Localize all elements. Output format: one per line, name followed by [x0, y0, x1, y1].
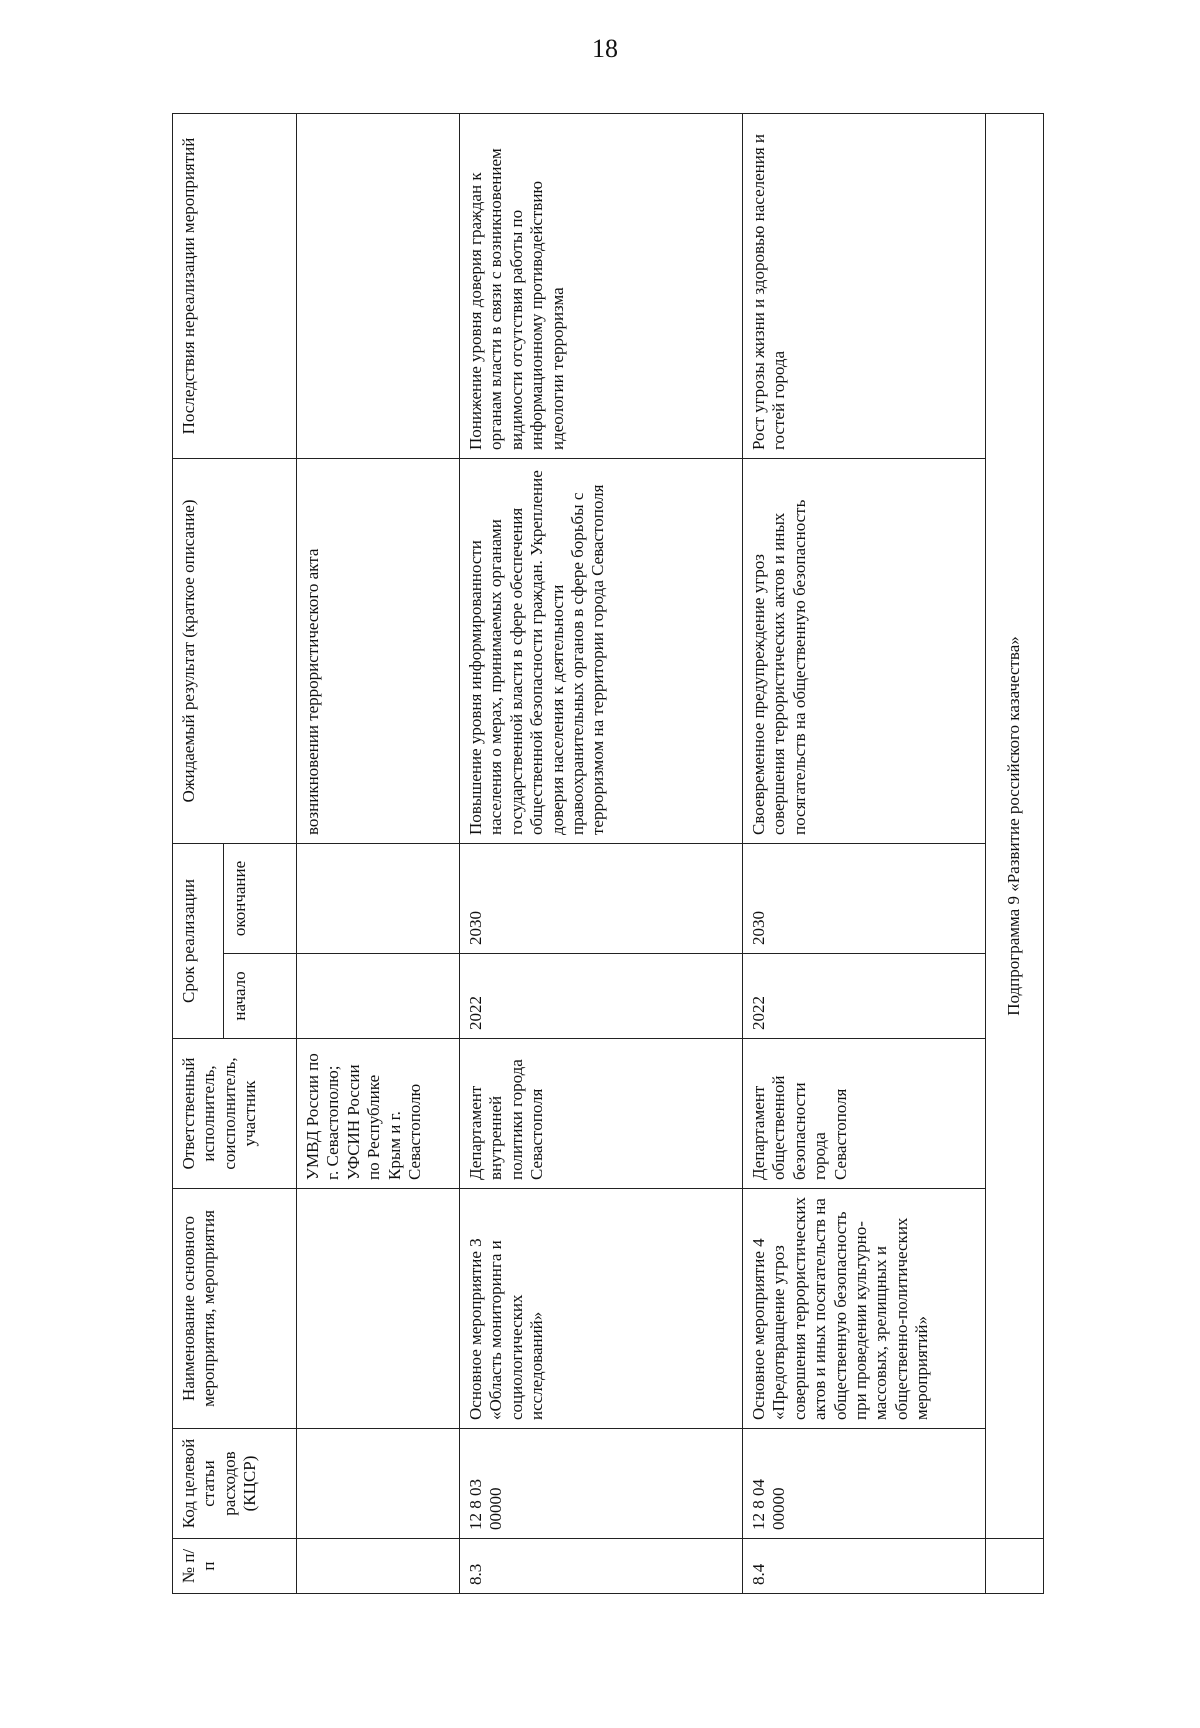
- cell-name: Основное мероприятие 4 «Предотвращение угроз совершения террористических актов и иных посягательств на общественную безопасность при проведении культурно-массовых, зрелищных и общественно-политических мероприятий»: [743, 1189, 986, 1429]
- cell-kcsr: 12 8 03 00000: [460, 1429, 743, 1539]
- cell-name: Основное мероприятие 3 «Область мониторинга и социологических исследований»: [460, 1189, 743, 1429]
- cell-consequences: [297, 114, 460, 459]
- cell-responsible: Департамент общественной безопасности города Севастополя: [743, 1039, 986, 1189]
- cell-result: возникновении террористического акта: [297, 459, 460, 844]
- header-name: Наименование основного мероприятия, мероприятия: [173, 1189, 297, 1429]
- header-kcsr: Код целевой статьи расходов (КЦСР): [173, 1429, 297, 1539]
- header-period: Срок реализации: [173, 844, 224, 1039]
- cell-responsible: УМВД России по г. Севастополю; УФСИН России по Республике Крым и г. Севастополю: [297, 1039, 460, 1189]
- cell-start: 2022: [460, 954, 743, 1039]
- cell-empty: [986, 1539, 1044, 1594]
- header-start: начало: [224, 954, 297, 1039]
- cell-end: 2030: [460, 844, 743, 954]
- cell-num: [297, 1539, 460, 1594]
- table-row: [743, 114, 986, 1594]
- cell-name: [297, 1189, 460, 1429]
- cell-end: 2030: [743, 844, 986, 954]
- header-result: Ожидаемый результат (краткое описание): [173, 459, 297, 844]
- cell-kcsr: 12 8 04 00000: [743, 1429, 986, 1539]
- subprogram-title: Подпрограмма 9 «Развитие российского казачества»: [986, 114, 1044, 1539]
- header-consequences: Последствия нереализации мероприятий: [173, 114, 297, 459]
- table-row: [297, 114, 460, 1594]
- cell-start: 2022: [743, 954, 986, 1039]
- table-row: [460, 114, 743, 1594]
- header-row: [173, 114, 224, 1594]
- cell-num: 8.3: [460, 1539, 743, 1594]
- cell-result: Повышение уровня информированности населения о мерах, принимаемых органами государственной власти в сфере обеспечения общественной безопасности граждан. Укрепление доверия населения к деятельности правоохранительных органов в сфере борьбы с терроризмом на территории города Севастополя: [460, 459, 743, 844]
- cell-consequences: Рост угрозы жизни и здоровью населения и гостей города: [743, 114, 986, 459]
- cell-start: [297, 954, 460, 1039]
- subprogram-row: [986, 114, 1044, 1594]
- cell-responsible: Департамент внутренней политики города Севастополя: [460, 1039, 743, 1189]
- header-num: № п/п: [173, 1539, 297, 1594]
- cell-consequences: Понижение уровня доверия граждан к органам власти в связи с возникновением видимости отсутствия работы по информационному противодействию идеологии терроризма: [460, 114, 743, 459]
- header-responsible: Ответственный исполнитель, соисполнитель, участник: [173, 1039, 297, 1189]
- page-number: 18: [592, 34, 618, 63]
- cell-end: [297, 844, 460, 954]
- header-end: окончание: [224, 844, 297, 954]
- cell-kcsr: [297, 1429, 460, 1539]
- cell-result: Своевременное предупреждение угроз совершения террористических актов и иных посягательств на общественную безопасность: [743, 459, 986, 844]
- program-table: [172, 113, 1044, 1594]
- cell-num: 8.4: [743, 1539, 986, 1594]
- rotated-table-container: [172, 114, 1044, 1594]
